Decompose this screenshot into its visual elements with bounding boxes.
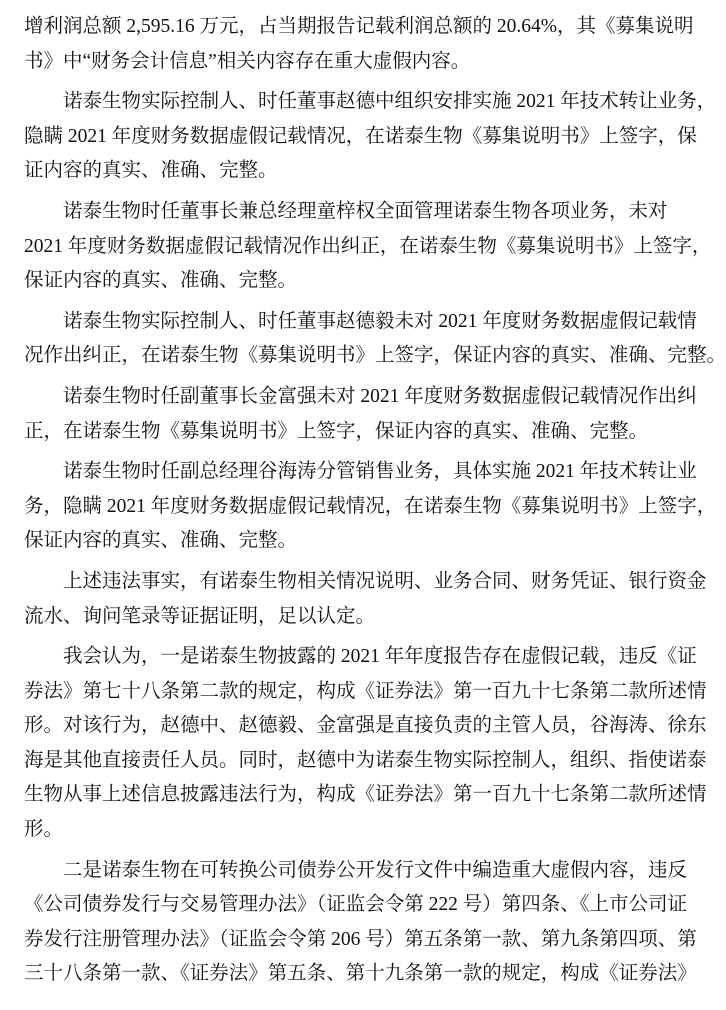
text-line: 正，在诺泰生物《募集说明书》上签字，保证内容的真实、准确、完整。 xyxy=(24,420,649,442)
text-line: 《公司债券发行与交易管理办法》（证监会令第 222 号）第四条、《上市公司证 xyxy=(24,894,688,916)
text-line: 诺泰生物时任董事长兼总经理童梓权全面管理诺泰生物各项业务，未对 xyxy=(63,200,668,222)
text-line: 务，隐瞒 2021 年度财务数据虚假记载情况，在诺泰生物《募集说明书》上签字， xyxy=(24,495,717,517)
paragraph xyxy=(24,305,726,374)
paragraph xyxy=(24,565,707,634)
text-line: 诺泰生物实际控制人、时任董事赵德毅未对 2021 年度财务数据虚假记载情 xyxy=(63,310,697,332)
text-line: 海是其他直接责任人员。同时，赵德中为诺泰生物实际控制人，组织、指使诺泰 xyxy=(24,749,707,771)
text-line: 况作出纠正，在诺泰生物《募集说明书》上签字，保证内容的真实、准确、完整。 xyxy=(24,345,726,367)
text-line: 书》中“财务会计信息”相关内容存在重大虚假内容。 xyxy=(24,50,471,72)
paragraph xyxy=(24,380,697,449)
text-line: 隐瞒 2021 年度财务数据虚假记载情况，在诺泰生物《募集说明书》上签字，保 xyxy=(24,125,697,147)
text-line: 二是诺泰生物在可转换公司债券公开发行文件中编造重大虚假内容，违反 xyxy=(63,859,688,881)
text-line: 保证内容的真实、准确、完整。 xyxy=(24,530,298,552)
text-line: 保证内容的真实、准确、完整。 xyxy=(24,270,298,292)
text-line: 券法》第七十八条第二款的规定，构成《证券法》第一百九十七条第二款所述情 xyxy=(24,680,707,702)
text-line: 2021 年度财务数据虚假记载情况作出纠正，在诺泰生物《募集说明书》上签字， xyxy=(24,235,712,257)
text-line: 诺泰生物时任副董事长金富强未对 2021 年度财务数据虚假记载情况作出纠 xyxy=(63,385,697,407)
paragraph xyxy=(24,85,717,189)
text-line: 诺泰生物实际控制人、时任董事赵德中组织安排实施 2021 年技术转让业务， xyxy=(63,91,717,113)
paragraph xyxy=(24,640,707,848)
paragraph xyxy=(24,195,712,299)
text-line: 诺泰生物时任副总经理谷海涛分管销售业务，具体实施 2021 年技术转让业 xyxy=(63,461,697,483)
text-line: 增利润总额 2,595.16 万元，占当期报告记载利润总额的 20.64%，其《募集说明 xyxy=(24,16,694,37)
text-line: 我会认为，一是诺泰生物披露的 2021 年年度报告存在虚假记载，违反《证 xyxy=(63,646,697,668)
text-line: 流水、询问笔录等证据证明，足以认定。 xyxy=(24,605,376,627)
text-line: 证内容的真实、准确、完整。 xyxy=(24,160,278,182)
paragraph xyxy=(24,10,694,79)
text-line: 形。 xyxy=(24,819,64,841)
text-line: 形。对该行为，赵德中、赵德毅、金富强是直接负责的主管人员，谷海涛、徐东 xyxy=(24,715,707,737)
paragraph xyxy=(24,455,717,559)
document-page xyxy=(24,10,726,998)
paragraph xyxy=(24,854,697,992)
text-line: 生物从事上述信息披露违法行为，构成《证券法》第一百九十七条第二款所述情 xyxy=(24,784,707,806)
text-line: 三十八条第一款、《证券法》第五条、第十九条第一款的规定，构成《证券法》 xyxy=(24,963,697,985)
text-line: 上述违法事实，有诺泰生物相关情况说明、业务合同、财务凭证、银行资金 xyxy=(63,570,707,592)
text-line: 券发行注册管理办法》（证监会令第 206 号）第五条第一款、第九条第四项、第 xyxy=(24,928,697,950)
